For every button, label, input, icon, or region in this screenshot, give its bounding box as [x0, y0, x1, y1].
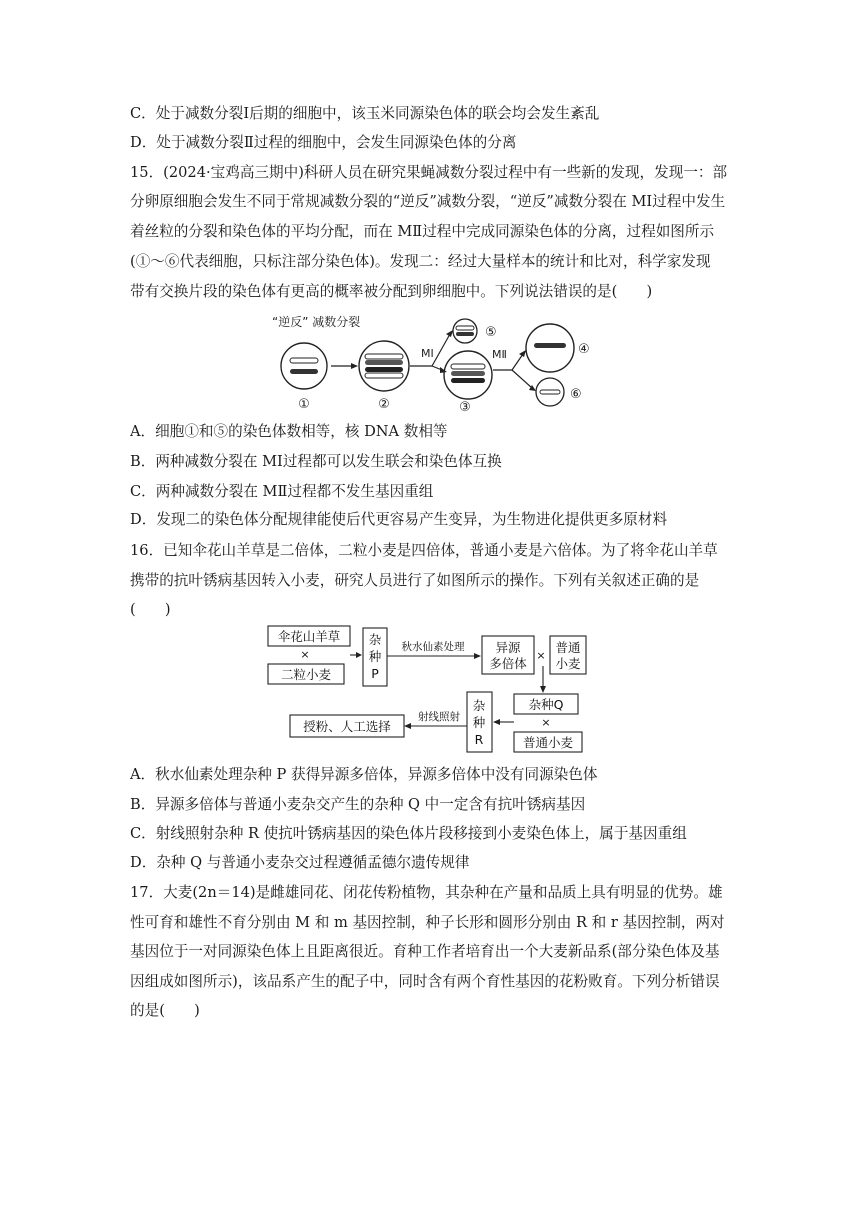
cell-3-chromosome-2	[451, 371, 485, 376]
q17-stem-line-5: 的是( )	[130, 1002, 200, 1019]
allo-line-2: 多倍体	[489, 656, 527, 671]
cell-5-label: ⑤	[485, 325, 497, 340]
cell-3-chromosome-1	[451, 364, 485, 369]
arrow-radiation-head	[404, 723, 411, 729]
arrow-1-2-head	[351, 363, 358, 369]
hybrid-q-text: 杂种Q	[528, 697, 564, 712]
arrow-to-6	[512, 370, 532, 388]
cell-4-label: ④	[578, 342, 590, 357]
q16-option-c: C．射线照射杂种 R 使抗叶锈病基因的染色体片段移接到小麦染色体上，属于基因重组	[130, 825, 687, 842]
arrow2-label: 射线照射	[418, 711, 460, 723]
common2-text: 普通小麦	[522, 735, 574, 750]
cell-5-chromosome-2	[456, 332, 474, 336]
cell-4-chromosome	[534, 343, 566, 348]
arrow-to-4	[512, 354, 523, 370]
cell-5-circle	[453, 319, 477, 343]
cell-3-label: ③	[459, 400, 471, 414]
q15-meiosis-figure	[260, 312, 600, 414]
cell-1-chromosome-light	[290, 358, 318, 363]
q16-option-a: A．秋水仙素处理杂种 P 获得异源多倍体，异源多倍体中没有同源染色体	[130, 766, 598, 783]
q15-stem-line-2: 分卵原细胞会发生不同于常规减数分裂的“逆反”减数分裂，“逆反”减数分裂在 MⅠ过程中发生	[130, 193, 726, 210]
cell-1-circle	[281, 343, 327, 389]
q15-stem-line-4: (①～⑥代表细胞，只标注部分染色体)。发现二：经过大量样本的统计和比对，科学家发现	[130, 253, 711, 270]
q15-stem-line-3: 着丝粒的分裂和染色体的平均分配，而在 MⅡ过程中完成同源染色体的分离，过程如图所示	[130, 223, 715, 240]
cross-2: ×	[536, 649, 546, 662]
q15-option-c: C．两种减数分裂在 MⅡ过程都不发生基因重组	[130, 483, 434, 500]
q15-option-a: A．细胞①和⑤的染色体数相等，核 DNA 数相等	[130, 423, 448, 440]
hybrid-r-char-2: 种	[472, 715, 486, 730]
hybrid-p-char-3: P	[371, 666, 379, 681]
allo-line-1: 异源	[495, 640, 521, 655]
q15-stem-line-1: 15．(2024·宝鸡高三期中)科研人员在研究果蝇减数分裂过程中有一些新的发现，发现一：部	[130, 164, 728, 181]
q14-option-d: D．处于减数分裂Ⅱ过程的细胞中，会发生同源染色体的分离	[130, 134, 517, 151]
q15-stem-line-5: 带有交换片段的染色体有更高的概率被分配到卵细胞中。下列说法错误的是( )	[130, 283, 653, 300]
hybrid-r-char-3: R	[474, 732, 484, 747]
arrow-down-q-head	[540, 686, 546, 693]
cell-2-chromatid-1	[365, 354, 403, 359]
q16-stem-line-3: ( )	[130, 601, 171, 618]
selection-text: 授粉、人工选择	[303, 719, 391, 734]
q15-option-d: D．发现二的染色体分配规律能使后代更容易产生变异，为生物进化提供更多原材料	[130, 511, 668, 528]
q17-stem-line-4: 因组成如图所示)，该品系产生的配子中，同时含有两个育性基因的花粉败育。下列分析错误	[130, 973, 720, 990]
connector-parents-head	[356, 652, 362, 658]
common1-line-1: 普通	[555, 640, 581, 655]
common1-line-2: 小麦	[555, 656, 581, 671]
q17-stem-line-2: 性可育和雄性不育分别由 M 和 m 基因控制，种子长形和圆形分别由 R 和 r 基因控制，两对	[130, 914, 725, 931]
arrow1-label: 秋水仙素处理	[401, 641, 465, 653]
cross-1: ×	[300, 648, 310, 661]
cell-5-chromosome-1	[456, 326, 474, 330]
hybrid-p-char-1: 杂	[368, 632, 382, 647]
q16-stem-line-2: 携带的抗叶锈病基因转入小麦，研究人员进行了如图所示的操作。下列有关叙述正确的是	[130, 572, 700, 589]
arrow-to-5-head	[446, 330, 453, 337]
q14-option-c: C．处于减数分裂Ⅰ后期的细胞中，该玉米同源染色体的联会均会发生紊乱	[130, 105, 600, 122]
q17-stem-line-1: 17．大麦(2n＝14)是雌雄同花、闭花传粉植物，其杂种在产量和品质上具有明显的优势。雄	[130, 884, 723, 901]
hybrid-p-char-2: 种	[368, 649, 382, 664]
q15-option-b: B．两种减数分裂在 MⅠ过程都可以发生联会和染色体互换	[130, 453, 502, 470]
arrow-to-5	[432, 334, 450, 366]
cross-3: ×	[541, 716, 551, 729]
hybrid-r-char-1: 杂	[472, 698, 486, 713]
box-parent2-text: 二粒小麦	[280, 667, 332, 682]
cell-6-chromosome	[540, 390, 560, 394]
label-m1: MⅠ	[421, 347, 434, 360]
arrow-colchicine-head	[474, 653, 481, 659]
cell-2-circle	[359, 341, 409, 391]
cell-2-label: ②	[378, 397, 390, 412]
q17-stem-line-3: 基因位于一对同源染色体上且距离很近。育种工作者培育出一个大麦新品系(部分染色体及基	[130, 943, 720, 960]
q15-figure-title: “逆反” 减数分裂	[272, 315, 361, 329]
arrow-to-r-head	[493, 719, 500, 725]
cell-1-chromosome-dark	[290, 369, 318, 374]
cell-3-chromosome-3	[451, 378, 485, 383]
box-parent1-text: 伞花山羊草	[277, 629, 341, 644]
q16-breeding-flowchart	[260, 622, 590, 758]
cell-2-chromatid-2	[365, 360, 403, 365]
arrow-to-4-head	[519, 350, 526, 357]
q16-option-d: D．杂种 Q 与普通小麦杂交过程遵循孟德尔遗传规律	[130, 854, 470, 871]
cell-1-label: ①	[298, 397, 310, 412]
q16-stem-line-1: 16．已知伞花山羊草是二倍体，二粒小麦是四倍体，普通小麦是六倍体。为了将伞花山羊草	[130, 542, 718, 559]
q16-option-b: B．异源多倍体与普通小麦杂交产生的杂种 Q 中一定含有抗叶锈病基因	[130, 796, 586, 813]
cell-6-label: ⑥	[570, 387, 582, 402]
label-m2: MⅡ	[492, 348, 507, 361]
cell-2-chromatid-4	[365, 373, 403, 378]
cell-2-chromatid-3	[365, 367, 403, 372]
